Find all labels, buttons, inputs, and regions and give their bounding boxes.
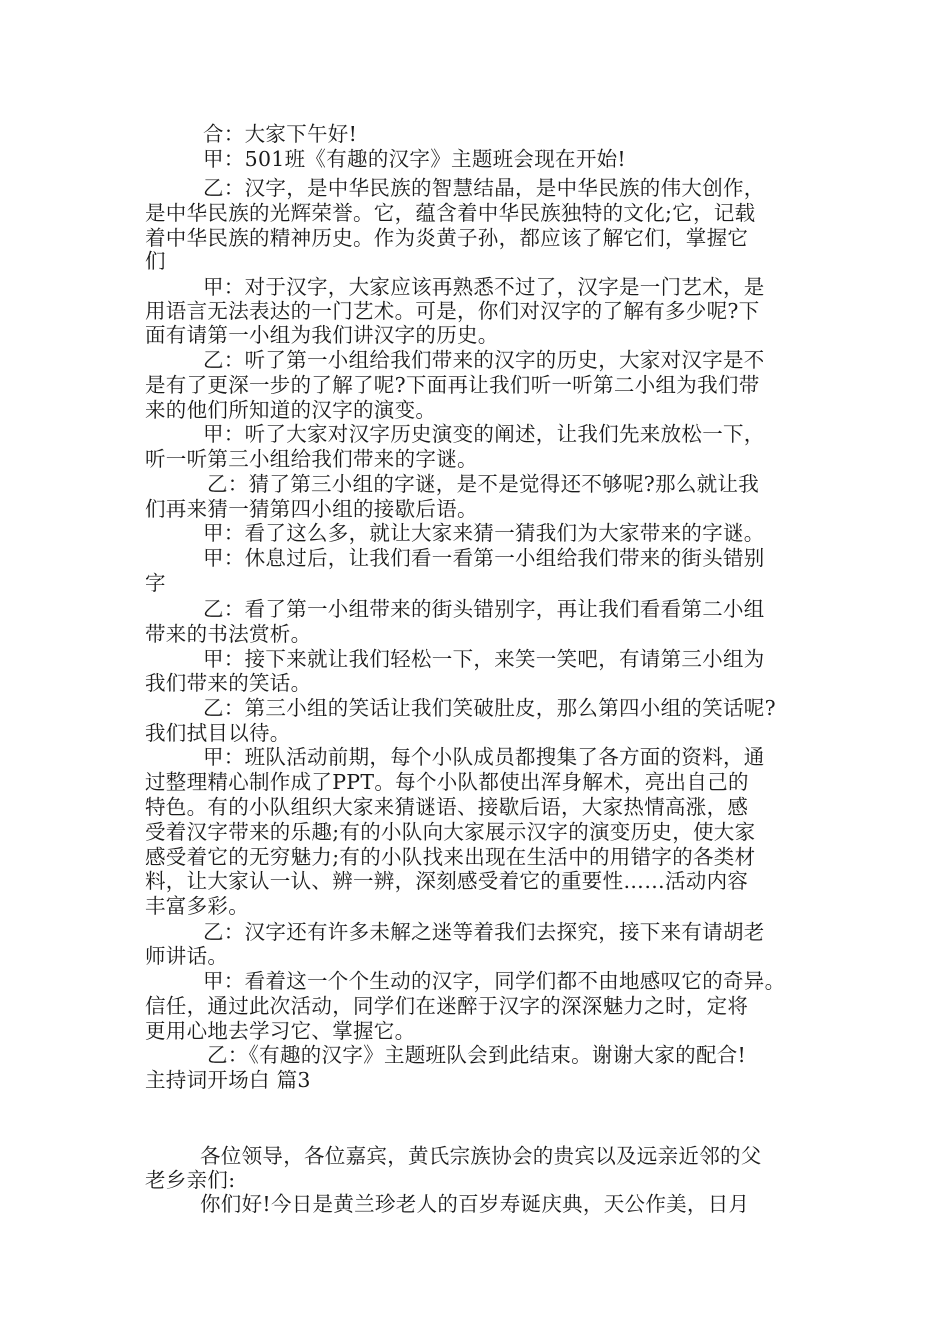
text-line: 乙：看了第一小组带来的街头错别字，再让我们看看第二小组 bbox=[203, 597, 765, 621]
text-line: 特色。有的小队组织大家来猜谜语、接歇后语，大家热情高涨，感 bbox=[145, 795, 749, 819]
text-line: 各位领导，各位嘉宾，黄氏宗族协会的贵宾以及远亲近邻的父 bbox=[200, 1144, 762, 1168]
text-line: 是中华民族的光辉荣誉。它，蕴含着中华民族独特的文化;它，记载 bbox=[145, 201, 756, 225]
text-line: 甲：听了大家对汉字历史演变的阐述，让我们先来放松一下， bbox=[203, 422, 765, 446]
text-line: 信任，通过此次活动，同学们在迷醉于汉字的深深魅力之时，定将 bbox=[145, 994, 749, 1018]
text-line: 乙：《有趣的汉字》主题班队会到此结束。谢谢大家的配合! bbox=[207, 1043, 747, 1067]
text-line: 甲：看了这么多，就让大家来猜一猜我们为大家带来的字谜。 bbox=[203, 521, 765, 545]
text-line: 来的他们所知道的汉字的演变。 bbox=[145, 398, 437, 422]
text-line: 乙：汉字还有许多未解之迷等着我们去探究，接下来有请胡老 bbox=[203, 920, 765, 944]
text-line: 字 bbox=[145, 571, 166, 595]
text-line: 合：大家下午好! bbox=[203, 122, 358, 146]
text-line: 老乡亲们: bbox=[145, 1168, 236, 1192]
text-line: 丰富多彩。 bbox=[145, 894, 249, 918]
text-line: 是有了更深一步的了解了呢?下面再让我们听一听第二小组为我们带 bbox=[145, 373, 760, 397]
text-line: 面有请第一小组为我们讲汉字的历史。 bbox=[145, 323, 499, 347]
text-line: 过整理精心制作成了PPT。每个小队都使出浑身解术，亮出自己的 bbox=[145, 770, 749, 794]
text-line: 甲：看着这一个个生动的汉字，同学们都不由地感叹它的奇异。 bbox=[203, 969, 786, 993]
text-line: 着中华民族的精神历史。作为炎黄子孙，都应该了解它们，掌握它 bbox=[145, 226, 749, 250]
text-line: 甲：501班《有趣的汉字》主题班会现在开始! bbox=[203, 147, 626, 171]
text-line: 乙：第三小组的笑话让我们笑破肚皮，那么第四小组的笑话呢? bbox=[203, 696, 776, 720]
text-line: 你们好!今日是黄兰珍老人的百岁寿诞庆典，天公作美，日月 bbox=[200, 1192, 750, 1216]
text-line: 甲：对于汉字，大家应该再熟悉不过了，汉字是一门艺术，是 bbox=[203, 275, 765, 299]
text-line: 听一听第三小组给我们带来的字谜。 bbox=[145, 447, 478, 471]
text-line: 感受着它的无穷魅力;有的小队找来出现在生活中的用错字的各类材 bbox=[145, 845, 756, 869]
text-line: 甲：班队活动前期，每个小队成员都搜集了各方面的资料，通 bbox=[203, 745, 765, 769]
text-line: 们再来猜一猜第四小组的接歇后语。 bbox=[145, 497, 478, 521]
text-line: 甲：接下来就让我们轻松一下，来笑一笑吧，有请第三小组为 bbox=[203, 647, 765, 671]
text-line: 更用心地去学习它、掌握它。 bbox=[145, 1019, 416, 1043]
text-line: 用语言无法表达的一门艺术。可是，你们对汉字的了解有多少呢?下 bbox=[145, 299, 760, 323]
text-line: 受着汉字带来的乐趣;有的小队向大家展示汉字的演变历史，使大家 bbox=[145, 820, 756, 844]
text-line: 乙：汉字，是中华民族的智慧结晶，是中华民族的伟大创作， bbox=[203, 176, 765, 200]
text-line: 料，让大家认一认、辨一辨，深刻感受着它的重要性……活动内容 bbox=[145, 869, 749, 893]
text-line: 我们带来的笑话。 bbox=[145, 671, 312, 695]
text-line: 师讲话。 bbox=[145, 944, 229, 968]
text-line: 们 bbox=[145, 249, 166, 273]
text-line: 乙：听了第一小组给我们带来的汉字的历史，大家对汉字是不 bbox=[203, 348, 765, 372]
section-heading: 主持词开场白 篇3 bbox=[145, 1068, 311, 1092]
text-line: 我们拭目以待。 bbox=[145, 721, 291, 745]
text-line: 甲：休息过后，让我们看一看第一小组给我们带来的街头错别 bbox=[203, 546, 765, 570]
text-line: 乙：猜了第三小组的字谜，是不是觉得还不够呢?那么就让我 bbox=[207, 472, 760, 496]
text-line: 带来的书法赏析。 bbox=[145, 622, 312, 646]
